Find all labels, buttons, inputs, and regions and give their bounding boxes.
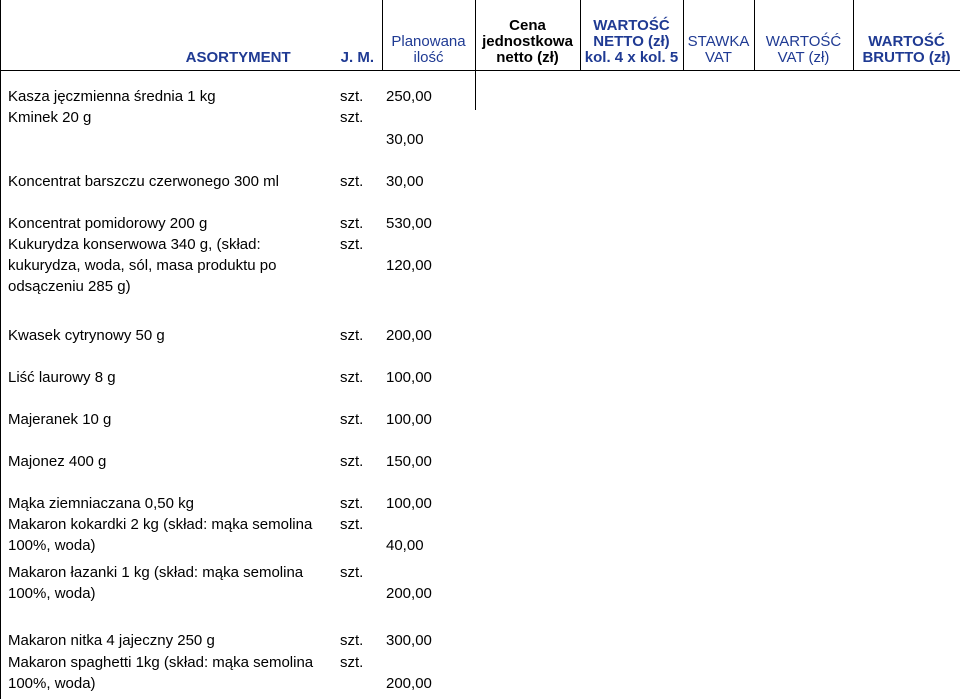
header-vat-value: WARTOŚĆ VAT (zł)	[765, 33, 842, 66]
row-name: Kminek 20 g	[8, 109, 92, 126]
row-unit: szt.	[340, 411, 364, 428]
row-unit: szt.	[340, 495, 364, 512]
row-name: Kasza jęczmienna średnia 1 kg	[8, 88, 216, 105]
header-border	[0, 70, 960, 71]
header-net-value: WARTOŚĆ NETTO (zł) kol. 4 x kol. 5	[584, 17, 679, 66]
row-name: Mąka ziemniaczana 0,50 kg	[8, 495, 194, 512]
row-unit: szt.	[340, 215, 364, 232]
row-unit: szt.	[340, 516, 364, 533]
row-qty: 530,00	[386, 215, 432, 232]
header-gross-value: WARTOŚĆ BRUTTO (zł)	[862, 33, 951, 66]
row-qty: 30,00	[386, 173, 424, 190]
row-unit: szt.	[340, 654, 364, 671]
row-name: Koncentrat barszczu czerwonego 300 ml	[8, 173, 279, 190]
row-name: Majeranek 10 g	[8, 411, 112, 428]
row-name: Makaron spaghetti 1kg (skład: mąka semolina 100%, woda)	[8, 654, 314, 692]
row-qty: 100,00	[386, 369, 432, 386]
row-unit: szt.	[340, 88, 364, 105]
row-name: Liść laurowy 8 g	[8, 369, 116, 386]
row-name: Makaron łazanki 1 kg (skład: mąka semolina 100%, woda)	[8, 564, 304, 602]
row-unit: szt.	[340, 369, 364, 386]
header-planned-qty: Planowana ilość	[391, 33, 466, 66]
row-qty: 100,00	[386, 411, 432, 428]
row-qty: 40,00	[386, 537, 424, 554]
row-qty: 200,00	[386, 585, 432, 602]
row-unit: szt.	[340, 564, 364, 581]
row-name: Makaron kokardki 2 kg (skład: mąka semolina 100%, woda)	[8, 516, 313, 554]
row-qty: 120,00	[386, 257, 432, 274]
row-qty: 30,00	[386, 131, 424, 148]
row-qty: 200,00	[386, 675, 432, 692]
row-name: Majonez 400 g	[8, 453, 107, 470]
row-name: Kukurydza konserwowa 340 g, (skład: kukurydza, woda, sól, masa produktu po odsączeniu 285 g)	[8, 236, 277, 295]
row-name: Kwasek cytrynowy 50 g	[8, 327, 165, 344]
header-unit-price: Cena jednostkowa netto (zł)	[482, 17, 573, 66]
row-qty: 250,00	[386, 88, 432, 105]
header-assortment	[0, 2, 382, 68]
row-unit: szt.	[340, 632, 364, 649]
grid-line	[0, 0, 1, 699]
header-unit-text: J. M.	[340, 49, 374, 66]
row-unit: szt.	[340, 453, 364, 470]
header-vat-rate: STAWKA VAT	[687, 33, 750, 66]
row-name: Makaron nitka 4 jajeczny 250 g	[8, 632, 215, 649]
row-name: Koncentrat pomidorowy 200 g	[8, 215, 208, 232]
row-unit: szt.	[340, 327, 364, 344]
row-qty: 100,00	[386, 495, 432, 512]
row-unit: szt.	[340, 236, 364, 253]
row-unit: szt.	[340, 109, 364, 126]
row-qty: 300,00	[386, 632, 432, 649]
row-qty: 200,00	[386, 327, 432, 344]
row-qty: 150,00	[386, 453, 432, 470]
row-unit: szt.	[340, 173, 364, 190]
header-assortment-text: ASORTYMENT	[185, 49, 291, 66]
